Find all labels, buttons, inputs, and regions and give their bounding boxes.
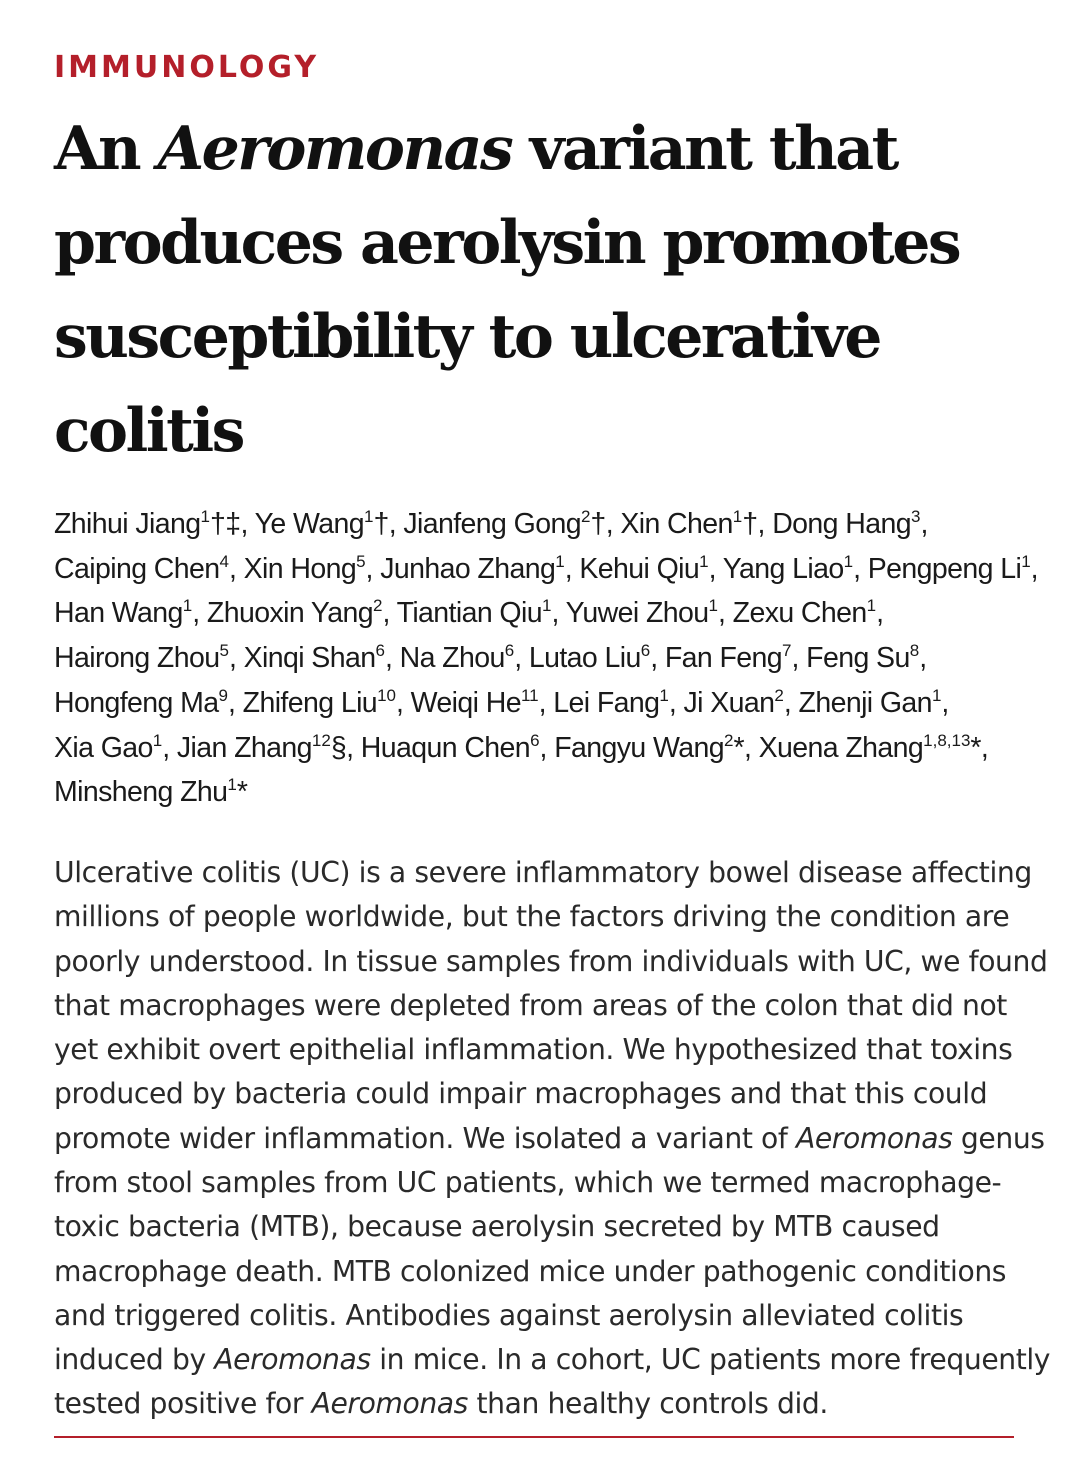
author: Yang Liao$^1$, bbox=[722, 551, 861, 585]
author-note-mark: * bbox=[970, 731, 981, 764]
abstract-genus-3: Aeromonas bbox=[311, 1387, 468, 1421]
author: Huaqun Chen$^6$, bbox=[360, 730, 547, 764]
author bbox=[54, 776, 247, 808]
author: Jian Zhang$^{12}$§, bbox=[176, 730, 354, 764]
author: Zhihui Jiang$^1$†‡, bbox=[54, 507, 248, 540]
author: Fangyu Wang$^2$*, bbox=[554, 730, 752, 764]
author: Feng Su$^8$, bbox=[806, 641, 927, 675]
author: Xinqi Shan$^6$, bbox=[243, 641, 393, 675]
author-name: Weiqi He bbox=[410, 686, 521, 719]
author-note-mark: § bbox=[330, 731, 347, 764]
author-name: Zhifeng Liu bbox=[242, 686, 378, 719]
author-name: Fangyu Wang bbox=[554, 731, 724, 764]
author: Xin Chen$^1$†, bbox=[620, 507, 765, 540]
author: Yuwei Zhou$^1$, bbox=[565, 596, 726, 630]
author-name: Minsheng Zhu bbox=[54, 776, 228, 809]
author-name: Hongfeng Ma bbox=[54, 686, 219, 719]
author-name: Junhao Zhang bbox=[380, 552, 556, 585]
author-note-mark: † bbox=[590, 508, 606, 540]
article-title bbox=[54, 102, 1044, 478]
author: Xuena Zhang$^{1,8,13}$*, bbox=[758, 730, 989, 764]
author: Ye Wang$^1$†, bbox=[254, 507, 397, 540]
author-affiliation: 10 bbox=[377, 685, 396, 705]
abstract-text-2: genus from stool samples from UC patients, which we termed macrophage-toxic bacteria (MTB), because aerolysin secreted by MTB caused macrophage death. MTB colonized mice under pathogenic conditions and triggered colitis. Antibodies against aerolysin alleviated colitis induced by bbox=[54, 1121, 1045, 1377]
author-affiliation: 1 bbox=[200, 507, 210, 526]
author-affiliation: 5 bbox=[356, 551, 366, 571]
author-name: Jianfeng Gong bbox=[403, 508, 581, 540]
author: Tiantian Qiu$^1$, bbox=[396, 596, 559, 630]
author-affiliation: 7 bbox=[782, 641, 792, 661]
author: Han Wang$^1$, bbox=[54, 596, 200, 630]
author: Hairong Zhou$^5$, bbox=[54, 641, 237, 675]
author-name: Xinqi Shan bbox=[243, 642, 376, 675]
author-affiliation: 1 bbox=[708, 596, 718, 616]
author-name: Zhenji Gan bbox=[798, 686, 932, 719]
author-affiliation: 1 bbox=[555, 551, 565, 571]
author-name: Jian Zhang bbox=[176, 731, 312, 764]
author: Na Zhou$^6$, bbox=[399, 641, 522, 675]
author-name: Kehui Qiu bbox=[579, 552, 700, 585]
author-affiliation: 6 bbox=[530, 730, 540, 750]
author: Dong Hang$^3$, bbox=[772, 507, 928, 540]
author-name: Ji Xuan bbox=[683, 686, 775, 719]
author-name: Na Zhou bbox=[399, 642, 505, 675]
author: Fan Feng$^7$, bbox=[664, 641, 799, 675]
author-name: Han Wang bbox=[54, 597, 183, 630]
author: Ji Xuan$^2$, bbox=[683, 685, 792, 719]
author-affiliation: 1 bbox=[866, 596, 877, 616]
abstract-genus-2: Aeromonas bbox=[214, 1343, 371, 1377]
author-affiliation: 11 bbox=[520, 685, 539, 705]
author-name: Xin Chen bbox=[620, 508, 733, 540]
author-affiliation: 9 bbox=[218, 685, 228, 705]
author-affiliation: 1 bbox=[152, 730, 163, 750]
author-name: Caiping Chen bbox=[54, 552, 220, 585]
author-affiliation: 6 bbox=[640, 641, 651, 661]
author-name: Zhihui Jiang bbox=[54, 508, 201, 540]
author-affiliation: 6 bbox=[504, 641, 515, 661]
abstract bbox=[54, 851, 1054, 1427]
author-name: Ye Wang bbox=[254, 508, 364, 540]
author: Zexu Chen$^1$, bbox=[732, 596, 884, 630]
author-affiliation: 2 bbox=[774, 685, 784, 705]
author-affiliation: 3 bbox=[910, 507, 921, 526]
author: Pengpeng Li$^1$, bbox=[867, 551, 1038, 585]
author: Caiping Chen$^4$, bbox=[54, 551, 237, 585]
author-affiliation: 1,8,13 bbox=[923, 730, 971, 750]
author-note-mark: † bbox=[742, 508, 758, 540]
author: Kehui Qiu$^1$, bbox=[579, 551, 716, 585]
author: Zhifeng Liu$^{10}$, bbox=[242, 685, 404, 719]
author: Weiqi He$^{11}$, bbox=[410, 685, 546, 719]
author-name: Lei Fang bbox=[553, 686, 660, 719]
author-affiliation: 5 bbox=[219, 641, 229, 661]
author-name: Fan Feng bbox=[664, 642, 783, 675]
author-affiliation: 1 bbox=[699, 551, 709, 571]
author: Zhenji Gan$^1$, bbox=[798, 685, 949, 719]
author-note-mark: †‡ bbox=[209, 508, 241, 540]
author-affiliation: 8 bbox=[909, 641, 920, 661]
abstract-text-3: in mice. In a cohort, UC patients more frequently tested positive for bbox=[54, 1343, 1051, 1421]
author-name: Huaqun Chen bbox=[360, 731, 531, 764]
author-name: Hairong Zhou bbox=[54, 642, 220, 675]
abstract-text-1: Ulcerative colitis (UC) is a severe inflammatory bowel disease affecting millions of people worldwide, but the factors driving the condition are poorly understood. In tissue samples from individuals with UC, we found that macrophages were depleted from areas of the colon that did not yet exhibit overt epithelial inflammation. We hypothesized that toxins produced by bacteria could impair macrophages and that this could promote wider inflammation. We isolated a variant of bbox=[54, 855, 1048, 1155]
author-name: Feng Su bbox=[806, 642, 910, 675]
section-label: IMMUNOLOGY bbox=[54, 50, 320, 85]
author: Hongfeng Ma$^9$, bbox=[54, 685, 236, 719]
author-note-mark: * bbox=[236, 776, 248, 809]
abstract-genus-1: Aeromonas bbox=[795, 1121, 953, 1155]
author-name: Xuena Zhang bbox=[758, 731, 924, 764]
author-name: Xia Gao bbox=[54, 731, 153, 764]
bottom-divider bbox=[54, 1436, 1014, 1438]
author-affiliation: 1 bbox=[843, 551, 854, 571]
author-affiliation: 1 bbox=[227, 775, 237, 795]
author-affiliation: 1 bbox=[931, 685, 942, 705]
author-name: Dong Hang bbox=[772, 508, 911, 540]
title-part1: An bbox=[54, 114, 158, 184]
author: Jianfeng Gong$^2$†, bbox=[403, 507, 614, 540]
author-name: Zhuoxin Yang bbox=[206, 597, 373, 630]
author-affiliation: 1 bbox=[659, 685, 669, 705]
author-name: Yuwei Zhou bbox=[565, 597, 709, 630]
author-affiliation: 2 bbox=[580, 507, 591, 526]
author-name: Lutao Liu bbox=[528, 642, 641, 675]
author-affiliation: 1 bbox=[732, 507, 743, 526]
abstract-text-4: than healthy controls did. bbox=[467, 1387, 828, 1421]
author-name: Tiantian Qiu bbox=[396, 597, 542, 630]
author: Lutao Liu$^6$, bbox=[528, 641, 658, 675]
author-name: Yang Liao bbox=[722, 552, 844, 585]
author-affiliation: 4 bbox=[219, 551, 229, 571]
title-italic-genus: Aeromonas bbox=[157, 114, 512, 184]
author-affiliation: 1 bbox=[182, 596, 193, 616]
author-affiliation: 6 bbox=[375, 641, 385, 661]
author-affiliation: 1 bbox=[363, 507, 374, 526]
author-affiliation: 2 bbox=[372, 596, 383, 616]
author-name: Pengpeng Li bbox=[867, 552, 1022, 585]
author-name: Zexu Chen bbox=[732, 597, 867, 630]
author-note-mark: * bbox=[733, 731, 744, 764]
author: Junhao Zhang$^1$, bbox=[380, 551, 573, 585]
author: Zhuoxin Yang$^2$, bbox=[206, 596, 390, 630]
author-name: Xin Hong bbox=[243, 552, 357, 585]
title-part2: variant that produces aerolysin promotes susceptibility to ulcerative colitis bbox=[54, 114, 960, 466]
author: Lei Fang$^1$, bbox=[553, 685, 677, 719]
author: Xin Hong$^5$, bbox=[243, 551, 373, 585]
author-affiliation: 2 bbox=[723, 730, 734, 750]
author: Xia Gao$^1$, bbox=[54, 730, 170, 764]
author-list bbox=[54, 502, 1044, 815]
author-affiliation: 12 bbox=[311, 730, 331, 750]
author-affiliation: 1 bbox=[541, 596, 552, 616]
author-note-mark: † bbox=[373, 508, 389, 540]
author-affiliation: 1 bbox=[1021, 551, 1031, 571]
